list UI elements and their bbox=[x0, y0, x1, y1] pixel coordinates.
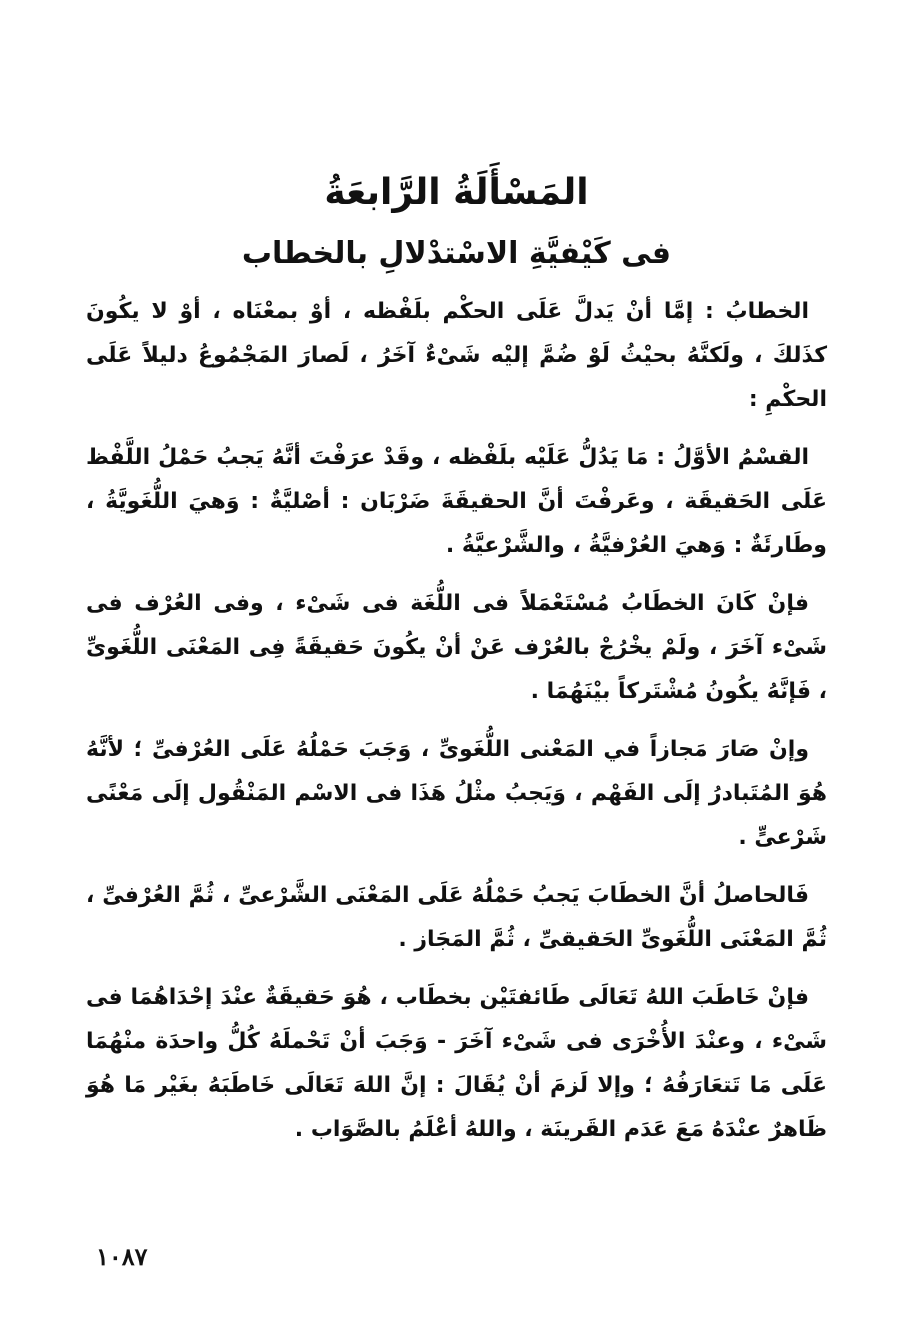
chapter-subtitle: فى كَيْفيَّةِ الاسْتدْلالِ بالخطاب bbox=[241, 236, 672, 271]
paragraph-3: فإنْ كَانَ الخطَابُ مُسْتَعْمَلاً فى اللُّغَة فى شَىْء ، وفى العُرْف فى شَىْء آخَرَ ، ولَمْ يخْرُجْ بالعُرْف عَنْ أنْ يكُونَ حَقيقَةً فِى المَعْنَى اللُّغَوىِّ ، فَإنَّهُ يكُونُ مُشْتَركاً بيْنَهُمَا . bbox=[86, 591, 827, 704]
paragraph-6: فإنْ خَاطَبَ اللهُ تَعَالَى طَائفتَيْن بخطَاب ، هُوَ حَقيقَةٌ عنْدَ إحْدَاهُمَا فى شَىْء ، وعنْدَ الأُخْرَى فى شَىْء آخَرَ - وَجَبَ أنْ تَحْملَهُ كُلُّ واحدَة منْهُمَا عَلَى مَا تَتعَارَفُهُ ؛ وإلا لَزمَ أنْ يُقَالَ : إنَّ اللهَ تَعَالَى خَاطَبَهُ بغَيْر مَا هُوَ ظَاهرٌ عنْدَهُ مَعَ عَدَم القَرينَة ، واللهُ أعْلَمُ بالصَّوَاب . bbox=[86, 985, 827, 1142]
paragraph-5: فَالحاصلُ أنَّ الخطَابَ يَجبُ حَمْلُهُ عَلَى المَعْنَى الشَّرْعىِّ ، ثُمَّ العُرْفىِّ ، ثُمَّ المَعْنَى اللُّغَوىِّ الحَقيقىِّ ، ثُمَّ المَجَاز . bbox=[86, 883, 827, 952]
chapter-title: المَسْأَلَةُ الرَّابعَةُ bbox=[324, 172, 589, 213]
paragraph-1: الخطابُ : إمَّا أنْ يَدلَّ عَلَى الحكْم بلَفْظه ، أوْ بمعْنَاه ، أوْ لا يكُونَ كذَلكَ ، ولَكنَّهُ بحيْثُ لَوْ ضُمَّ إليْه شَىْءٌ آخَرُ ، لَصارَ المَجْمُوعُ دليلاً عَلَى الحكْمِ : bbox=[86, 299, 827, 412]
page-number: ١٠٨٧ bbox=[96, 1242, 148, 1271]
paragraph-4: وإنْ صَارَ مَجازاً في المَعْنى اللُّغَوىِّ ، وَجَبَ حَمْلُهُ عَلَى العُرْفىِّ ؛ لأنَّهُ هُوَ المُتَبادرُ إلَى الفَهْم ، وَيَجبُ مثْلُ هَذَا فى الاسْم المَنْقُول إلَى مَعْنًى شَرْعىٍّ . bbox=[86, 737, 827, 850]
paragraph-2: القسْمُ الأوَّلُ : مَا يَدُلُّ عَلَيْه بلَفْظه ، وقَدْ عرَفْتَ أنَّهُ يَجبُ حَمْلُ اللَّفْظ عَلَى الحَقيقَة ، وعَرفْتَ أنَّ الحقيقَةَ ضَرْبَان : أصْليَّةٌ : وَهيَ اللُّغَويَّةُ ، وطَارئَةٌ : وَهيَ العُرْفيَّةُ ، والشَّرْعيَّةُ . bbox=[86, 445, 827, 558]
